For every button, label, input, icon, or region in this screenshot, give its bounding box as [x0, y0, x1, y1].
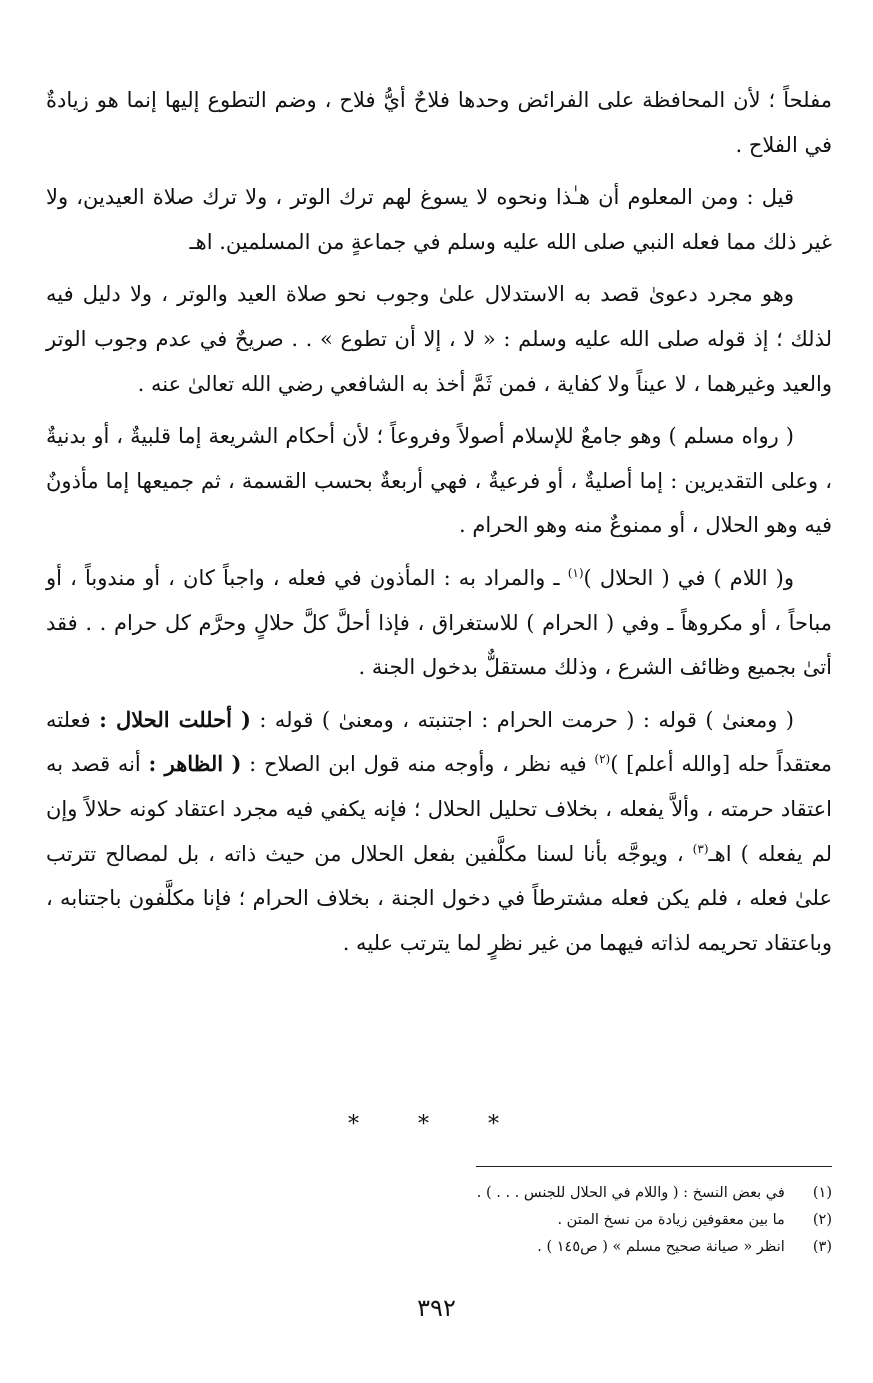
paragraph-1: مفلحاً ؛ لأن المحافظة على الفرائض وحدها فلاحٌ أيُّ فلاح ، وضم التطوع إليها إنما هو زيادةٌ في الفلاح . [46, 88, 832, 157]
footnote-number: (١) [812, 1185, 832, 1201]
section-separator: * * * [348, 1112, 525, 1137]
main-text [46, 78, 832, 973]
paragraph-5-text-a: و( اللام ) في ( الحلال ) [583, 565, 794, 590]
footnote-ref-3[interactable]: (٣) [692, 841, 709, 856]
page-number: ٣٩٢ [417, 1294, 456, 1322]
footnote-text: ما بين معقوفين زيادة من نسخ المتن . [557, 1212, 785, 1228]
paragraph-5 [46, 556, 832, 690]
footnote-text: انظر « صيانة صحيح مسلم » ( ص١٤٥ ) . [537, 1239, 785, 1255]
footnote-3 [300, 1234, 832, 1261]
paragraph-3: وهو مجرد دعوىٰ قصد به الاستدلال علىٰ وجوب نحو صلاة العيد والوتر ، ولا دليل فيه لذلك ؛ إذ قوله صلى الله عليه وسلم : « لا ، إلا أن تطوع » . . صريحٌ في عدم وجوب الوتر والعيد وغيرهما ، لا عيناً ولا كفاية ، فمن ثَمَّ أخذ به الشافعي رضي الله تعالىٰ عنه . [46, 282, 832, 396]
quoted-phrase-2: ( الظاهر : [148, 751, 242, 777]
paragraph-6-text-a: ( ومعنىٰ ) قوله : ( حرمت الحرام : اجتنبته ، ومعنىٰ ) قوله : [250, 707, 794, 732]
footnote-1 [300, 1180, 832, 1207]
paragraph-6 [46, 698, 832, 966]
quoted-phrase-1: ( أحللت الحلال : [99, 706, 251, 732]
footnote-divider [476, 1166, 832, 1167]
footnote-2 [300, 1207, 832, 1234]
paragraph-6-text-c: فيه نظر ، وأوجه منه قول ابن الصلاح : [241, 752, 595, 777]
footnotes [300, 1180, 832, 1261]
footnote-text: في بعض النسخ : ( واللام في الحلال للجنس . . . ) . [476, 1185, 785, 1201]
footnote-ref-1[interactable]: (١) [567, 565, 584, 580]
footnote-number: (٢) [812, 1212, 832, 1228]
paragraph-6-text-e: ، ويوجَّه بأنا لسنا مكلَّفين بفعل الحلال من حيث ذاته ، بل لمصالح تترتب علىٰ فعله ، فلم يكن فعله مشترطاً في دخول الجنة ، بخلاف الحرام ؛ فإنا مكلَّفون باجتنابه ، وباعتقاد تحريمه لذاته فيهما من غير نظرٍ لما يترتب عليه . [46, 841, 832, 955]
paragraph-4: ( رواه مسلم ) وهو جامعٌ للإسلام أصولاً وفروعاً ؛ لأن أحكام الشريعة إما قلبيةٌ ، أو بدنيةٌ ، وعلى التقديرين : إما أصليةٌ ، أو فرعيةٌ ، فهي أربعةٌ بحسب القسمة ، ثم جميعها إما مأذونٌ فيه وهو الحلال ، أو ممنوعٌ منه وهو الحرام . [46, 424, 832, 538]
footnote-ref-2[interactable]: (٢) [594, 752, 611, 767]
paragraph-5-text-b: ـ والمراد به : المأذون في فعله ، واجباً كان ، أو مندوباً ، أو مباحاً ، أو مكروهاً ـ وفي ( الحرام ) للاستغراق ، فإذا أحلَّ كلَّ حلالٍ وحرَّم كل حرام . . فقد أتىٰ بجميع وظائف الشرع ، وذلك مستقلٌّ بدخول الجنة . [46, 565, 832, 680]
footnote-number: (٣) [812, 1239, 832, 1255]
paragraph-6-text-b: فعلته معتقداً حله [والله أعلم] ) [46, 707, 832, 777]
paragraph-2: قيل : ومن المعلوم أن هـٰذا ونحوه لا يسوغ لهم ترك الوتر ، ولا ترك صلاة العيدين، ولا غير ذلك مما فعله النبي صلى الله عليه وسلم في جماعةٍ من المسلمين. اهـ [46, 185, 832, 254]
paragraph-6-text-d: أنه قصد به اعتقاد حرمته ، وألاَّ يفعله ، بخلاف تحليل الحلال ؛ فإنه يكفي فيه مجرد اعتقاد كونه حلالاً وإن لم يفعله ) اهـ [46, 752, 833, 866]
